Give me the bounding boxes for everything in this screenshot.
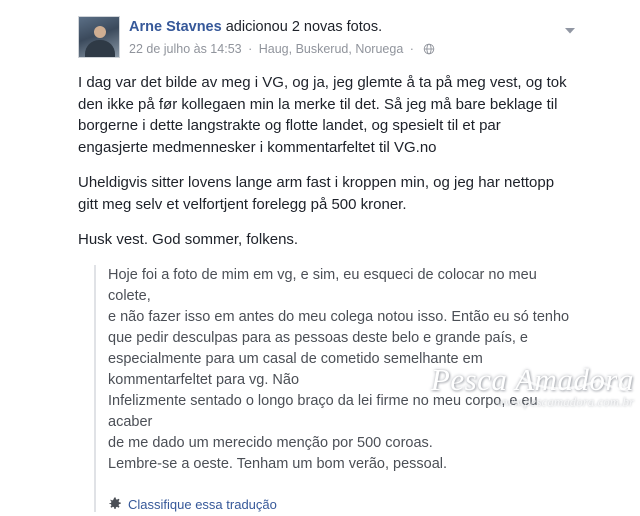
- globe-icon[interactable]: [423, 43, 435, 55]
- meta-separator-2: ·: [409, 42, 414, 56]
- avatar-head: [94, 26, 106, 38]
- post-paragraph: Husk vest. God sommer, folkens.: [78, 231, 299, 248]
- translation-line: e não fazer isso em antes do meu colega notou isso. Então eu só tenho: [108, 308, 570, 325]
- post-byline: [129, 18, 435, 37]
- translation-line: Lembre-se a oeste. Tenham um bom verão, pessoal.: [108, 455, 448, 472]
- chevron-down-icon[interactable]: [562, 22, 578, 38]
- translation-line: de me dado um merecido menção por 500 coroas.: [108, 434, 433, 451]
- translation-line: que pedir desculpas para as pessoas deste belo e grande país, e: [108, 329, 528, 346]
- translation-line: especialmente para um casal de cometido semelhante em: [108, 350, 483, 367]
- post-header: [0, 0, 640, 58]
- post-paragraph: Uheldigvis sitter lovens lange arm fast i kroppen min, og jeg har nettopp gitt meg selv et velfortjent forelegg på 500 kroner.: [78, 174, 555, 213]
- post-location[interactable]: Haug, Buskerud, Noruega: [258, 42, 404, 56]
- translation-line: kommentarfeltet para vg. Não: [108, 371, 300, 388]
- rate-translation-link[interactable]: Classifique essa tradução: [128, 496, 277, 512]
- post-body: [0, 58, 640, 512]
- translation-line: Hoje foi a foto de mim em vg, e sim, eu esqueci de colocar no meu colete,: [108, 266, 537, 304]
- post-meta: [129, 41, 435, 58]
- post-author-link[interactable]: Arne Stavnes: [129, 19, 222, 35]
- post-action-text: adicionou 2 novas fotos.: [225, 19, 383, 35]
- translation-line: Infelizmente sentado o longo braço da lei firme no meu corpo, e eu acaber: [108, 392, 538, 430]
- translation-footer: [108, 491, 570, 512]
- avatar[interactable]: [78, 16, 120, 58]
- post-paragraph: I dag var det bilde av meg i VG, og ja, jeg glemte å ta på meg vest, og tok den ikke på før kollegaen min la merke til det. Så jeg må bare beklage til borgerne i dette langstrakte og flotte landet, og spesielt til et par engasjerte medmennesker i kommentarfeltet til VG.no: [78, 74, 567, 156]
- post-timestamp[interactable]: 22 de julho às 14:53: [129, 42, 242, 56]
- watermark-title: Pesca Amadora: [430, 362, 634, 397]
- gear-icon[interactable]: [108, 497, 122, 511]
- watermark-subtitle: www.pescamadora.com.br: [495, 394, 634, 409]
- post-header-text: [129, 14, 435, 58]
- avatar-body: [85, 40, 115, 58]
- meta-separator: ·: [248, 42, 253, 56]
- translated-text-block: [94, 265, 570, 512]
